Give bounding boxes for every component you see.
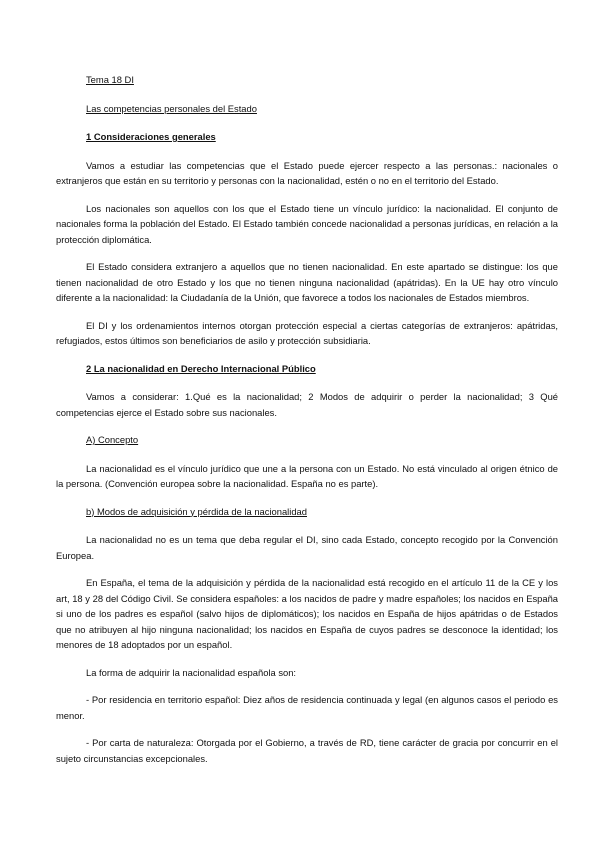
subsection-heading: b) Modos de adquisición y pérdida de la nacionalidad <box>86 505 307 517</box>
section-heading: 2 La nacionalidad en Derecho Internacional Público <box>86 362 316 374</box>
paragraph: Vamos a estudiar las competencias que el Estado puede ejercer respecto a las personas.: nacionales o extranjeros que están en su territorio y personas con la nacionalidad, estén o no en el territorio del Estado. <box>56 159 558 186</box>
document-title: Tema 18 DI <box>86 74 134 85</box>
paragraph: El Estado considera extranjero a aquellos que no tienen nacionalidad. En este apartado se distingue: los que tienen nacionalidad de otro Estado y los que no tienen ninguna nacionalidad (apátridas). En la UE hay otro vínculo diferente a la nacionalidad: la Ciudadanía de la Unión, que favorece a todos los nacionales de Estados miembros. <box>56 261 558 303</box>
document-subtitle: Las competencias personales del Estado <box>86 102 257 114</box>
paragraph: - Por carta de naturaleza: Otorgada por el Gobierno, a través de RD, tiene carácter de gracia por concurrir en el sujeto circunstancias excepcionales. <box>56 737 558 764</box>
paragraph: Los nacionales son aquellos con los que el Estado tiene un vínculo jurídico: la nacionalidad. El conjunto de nacionales forma la población del Estado. El Estado también concede nacionalidad a personas jurídicas, en relación a la protección diplomática. <box>56 202 558 245</box>
paragraph: El DI y los ordenamientos internos otorgan protección especial a ciertas categorías de extranjeros: apátridas, refugiados, estos últimos son beneficiarios de asilo y protección subsidiaria. <box>56 319 558 346</box>
paragraph: La forma de adquirir la nacionalidad española son: <box>86 666 297 678</box>
subsection-heading: A) Concepto <box>86 434 139 445</box>
paragraph: - Por residencia en territorio español: Diez años de residencia continuada y legal (en algunos casos el periodo es menor. <box>56 694 558 721</box>
paragraph: La nacionalidad no es un tema que deba regular el DI, sino cada Estado, concepto recogido por la Convención Europea. <box>56 534 558 561</box>
paragraph: En España, el tema de la adquisición y pérdida de la nacionalidad está recogido en el artículo 11 de la CE y los art, 18 y 28 del Código Civil. Se considera españoles: a los nacidos de padre y madre españoles; los nacidos en España si uno de los padres es español (salvo hijos de diplomáticos); los nacidos en España de hijos apátridas o de Estados que no atribuyen al hijo ninguna nacionalidad; los nacidos en España de cuyos padres se desconoce la identidad; los menores de 18 adoptados por un español. <box>56 577 558 650</box>
section-heading: 1 Consideraciones generales <box>86 131 216 142</box>
paragraph: Vamos a considerar: 1.Qué es la nacionalidad; 2 Modos de adquirir o perder la nacionalidad; 3 Qué competencias ejerce el Estado sobre sus nacionales. <box>56 391 558 418</box>
paragraph: La nacionalidad es el vínculo jurídico que une a la persona con un Estado. No está vinculado al origen étnico de la persona. (Convención europea sobre la nacionalidad. España no es parte). <box>56 462 558 489</box>
